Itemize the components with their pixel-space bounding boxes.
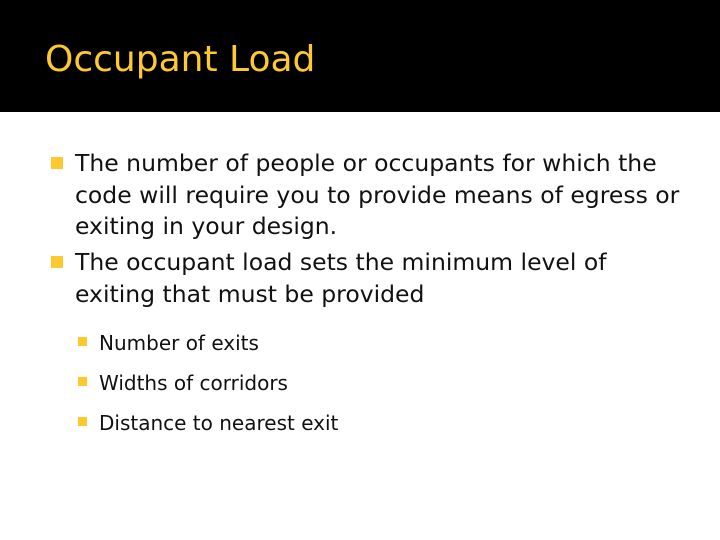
square-bullet-icon bbox=[78, 337, 87, 346]
sub-bullet-item bbox=[75, 403, 690, 443]
square-bullet-icon bbox=[78, 417, 87, 426]
sub-bullet-text: Distance to nearest exit bbox=[99, 410, 339, 435]
sub-bullet-text: Number of exits bbox=[99, 330, 259, 355]
slide-title: Occupant Load bbox=[45, 39, 316, 80]
bullet-item bbox=[0, 148, 720, 243]
title-bar bbox=[0, 0, 720, 112]
slide-body bbox=[0, 148, 720, 443]
bullet-item bbox=[0, 247, 720, 442]
sub-bullet-text: Widths of corridors bbox=[99, 370, 288, 395]
sub-bullet-item bbox=[75, 363, 690, 403]
bullet-list bbox=[0, 148, 720, 443]
square-bullet-icon bbox=[51, 157, 63, 169]
square-bullet-icon bbox=[51, 256, 63, 268]
bullet-text: The number of people or occupants for which the code will require you to provide means of egress or exiting in your design. bbox=[75, 149, 680, 241]
bullet-text: The occupant load sets the minimum level of exiting that must be provided bbox=[75, 248, 607, 308]
sub-bullet-item bbox=[75, 323, 690, 363]
square-bullet-icon bbox=[78, 377, 87, 386]
sub-bullet-list bbox=[75, 323, 690, 443]
